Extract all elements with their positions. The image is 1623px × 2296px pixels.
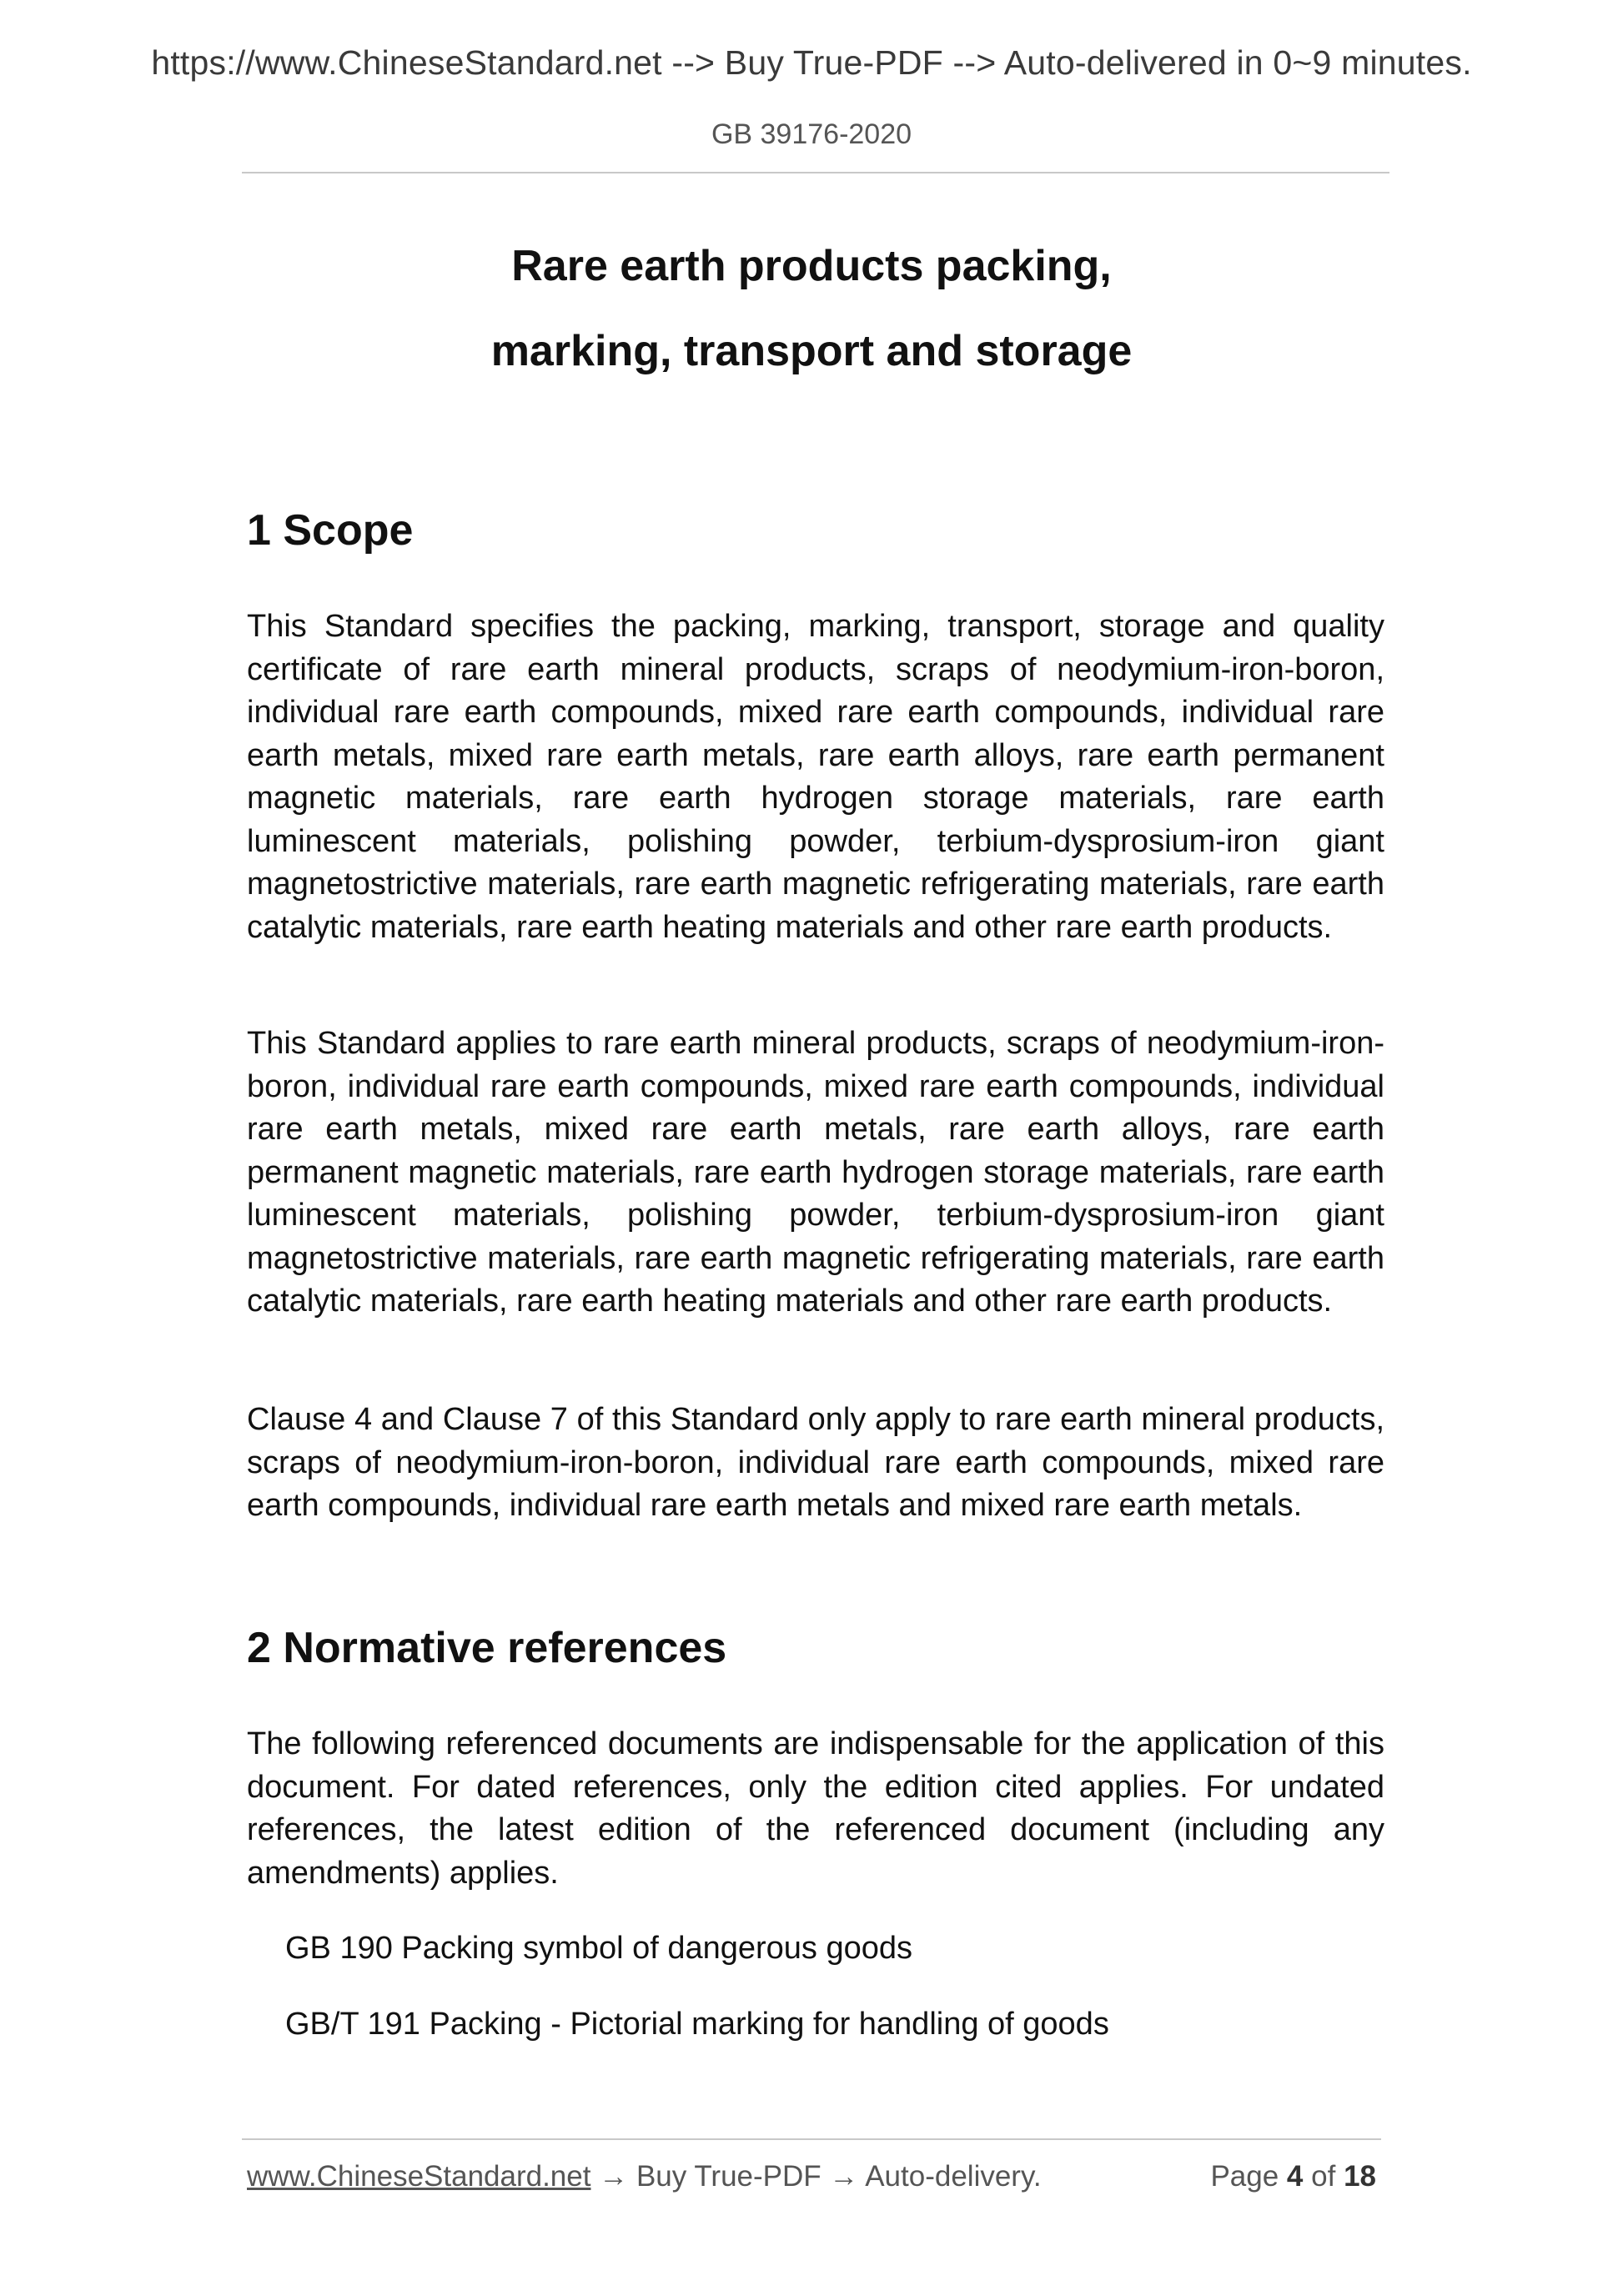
page-total-number: 18 xyxy=(1344,2160,1376,2193)
reference-item: GB/T 191 Packing - Pictorial marking for handling of goods xyxy=(285,2007,1109,2042)
footer-buy-text: Buy True-PDF xyxy=(636,2160,822,2193)
document-title-line-2: marking, transport and storage xyxy=(490,327,1133,375)
arrow-right-icon: → xyxy=(599,2160,629,2193)
footer-delivery-text: Auto-delivery. xyxy=(865,2160,1042,2193)
page-current-number: 4 xyxy=(1286,2160,1304,2193)
normative-intro-paragraph: The following referenced documents are indispensable for the application of this document. For dated references, only the edition cited applies. For undated references, the latest edition of the referenced document (including any amendments) applies. xyxy=(247,1726,1384,1891)
section-heading-normative-references: 2 Normative references xyxy=(247,1624,727,1672)
arrow-right-icon: → xyxy=(829,2160,859,2193)
scope-paragraph-2: This Standard applies to rare earth mineral products, scraps of neodymium-iron-boron, individual rare earth compounds, mixed rare earth compounds, individual rare earth metals, mixed rare earth metals, rare earth alloys, rare earth permanent magnetic materials, rare earth hydrogen storage materials, rare earth luminescent materials, polishing powder, terbium-dysprosium-iron giant magnetostrictive materials, rare earth magnetic refrigerating materials, rare earth catalytic materials, rare earth heating materials and other rare earth products. xyxy=(247,1026,1384,1319)
reference-item: GB 190 Packing symbol of dangerous goods xyxy=(285,1931,913,1966)
document-title xyxy=(0,224,1623,394)
page-label: Page xyxy=(1210,2160,1279,2193)
standard-number: GB 39176-2020 xyxy=(711,118,912,150)
section-heading-scope: 1 Scope xyxy=(247,506,414,555)
footer-site-link[interactable]: www.ChineseStandard.net xyxy=(247,2160,591,2193)
scope-paragraph-3: Clause 4 and Clause 7 of this Standard only apply to rare earth mineral products, scraps of neodymium-iron-boron, individual rare earth compounds, mixed rare earth compounds, individual rare earth metals and mixed rare earth metals. xyxy=(247,1402,1384,1523)
header-divider xyxy=(242,172,1389,173)
page-indicator xyxy=(1210,2160,1376,2193)
document-title-line-1: Rare earth products packing, xyxy=(511,242,1112,290)
footer-promo xyxy=(247,2160,1042,2193)
top-banner: https://www.ChineseStandard.net --> Buy True-PDF --> Auto-delivered in 0~9 minutes. xyxy=(151,43,1472,82)
scope-paragraph-1: This Standard specifies the packing, marking, transport, storage and quality certificate of rare earth mineral products, scraps of neodymium-iron-boron, individual rare earth compounds, mixed rare earth compounds, individual rare earth metals, mixed rare earth metals, rare earth alloys, rare earth permanent magnetic materials, rare earth hydrogen storage materials, rare earth luminescent materials, polishing powder, terbium-dysprosium-iron giant magnetostrictive materials, rare earth magnetic refrigerating materials, rare earth catalytic materials, rare earth heating materials and other rare earth products. xyxy=(247,609,1384,945)
page-of-label: of xyxy=(1311,2160,1336,2193)
footer-divider xyxy=(242,2138,1381,2140)
